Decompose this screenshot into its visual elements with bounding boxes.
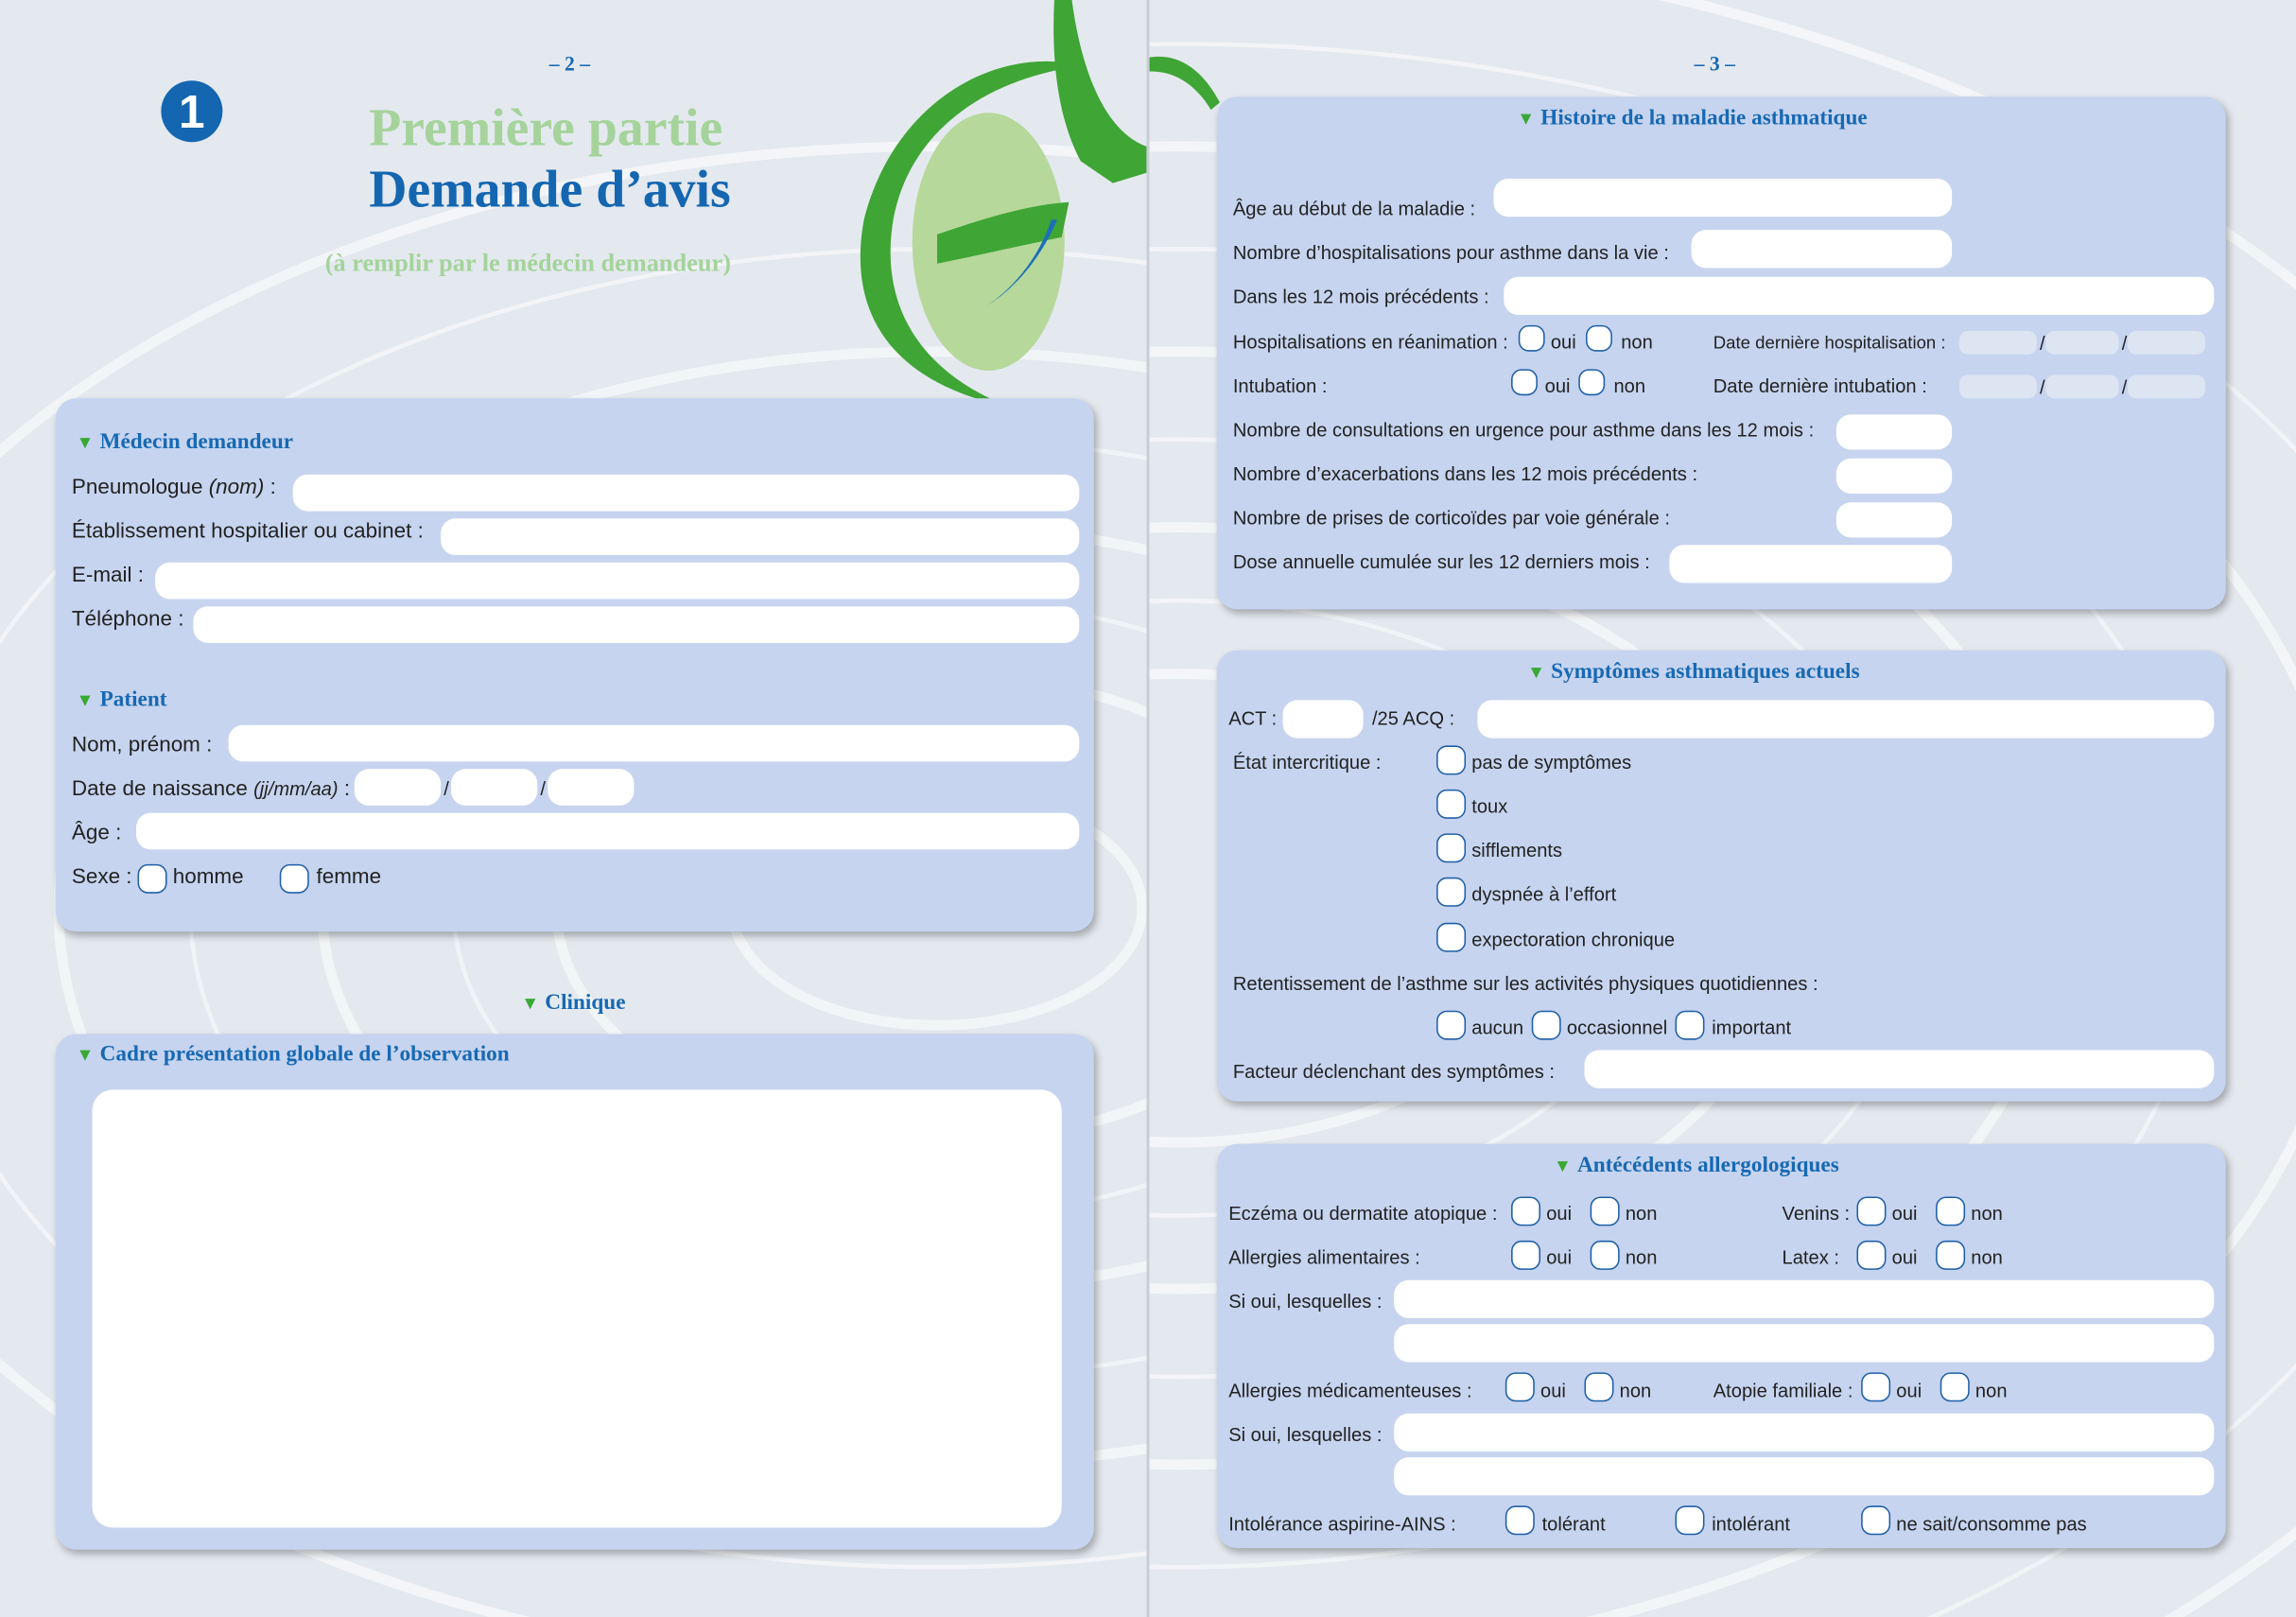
date-separator: / — [2040, 332, 2045, 355]
acq-input[interactable] — [1477, 700, 2214, 738]
expectoration-checkbox[interactable] — [1436, 923, 1466, 952]
sifflements-label: sifflements — [1471, 839, 1563, 861]
patient-heading: ▼ Patient — [76, 687, 167, 712]
date-derniere-intub-label: Date dernière intubation : — [1713, 374, 1927, 397]
part-subtitle-title: Demande d’avis — [369, 159, 731, 218]
cadre-panel — [56, 1035, 1094, 1550]
ne-sait-checkbox[interactable] — [1861, 1505, 1890, 1535]
fill-instruction: (à remplir par le médecin demandeur) — [324, 249, 731, 277]
eczema-non-checkbox[interactable] — [1591, 1196, 1620, 1226]
pneumologue-label: Pneumologue (nom) : — [71, 476, 276, 500]
oui-label: oui — [1546, 1246, 1573, 1269]
retentissement-label: Retentissement de l’asthme sur les activités physiques quotidiennes : — [1232, 972, 1818, 995]
pas-symptomes-label: pas de symptômes — [1471, 751, 1632, 774]
page-number: – 2 – — [548, 54, 591, 77]
medecin-heading: ▼ Médecin demandeur — [76, 430, 294, 455]
intolerant-checkbox[interactable] — [1675, 1505, 1704, 1535]
telephone-input[interactable] — [193, 606, 1079, 643]
allergies-detail-input-2[interactable] — [1394, 1324, 2214, 1362]
dose-annuelle-label: Dose annuelle cumulée sur les 12 derniers mois : — [1232, 550, 1650, 573]
triangle-down-icon: ▼ — [76, 689, 95, 711]
important-label: important — [1712, 1016, 1792, 1039]
clinique-heading: ▼ Clinique — [521, 991, 626, 1016]
tolerant-checkbox[interactable] — [1505, 1505, 1535, 1535]
oui-label: oui — [1550, 331, 1576, 354]
occasionnel-label: occasionnel — [1566, 1016, 1668, 1039]
date-separator: / — [2121, 332, 2128, 355]
observation-textarea[interactable] — [93, 1089, 1062, 1527]
homme-checkbox[interactable] — [138, 864, 167, 894]
hosp-rea-non-checkbox[interactable] — [1586, 325, 1612, 352]
alimentaires-oui-checkbox[interactable] — [1511, 1241, 1540, 1270]
non-label: non — [1619, 1380, 1652, 1402]
non-label: non — [1971, 1202, 2003, 1225]
venins-label: Venins : — [1782, 1202, 1851, 1225]
birth-day-input[interactable] — [355, 769, 441, 806]
aspirine-label: Intolérance aspirine-AINS : — [1228, 1513, 1456, 1536]
hosp-year-input[interactable] — [2128, 331, 2205, 355]
dyspnee-checkbox[interactable] — [1436, 878, 1466, 907]
allergies-detail-input-1[interactable] — [1394, 1280, 2214, 1318]
toux-label: toux — [1471, 795, 1508, 818]
date-separator: / — [540, 777, 547, 800]
etablissement-input[interactable] — [441, 518, 1079, 555]
occasionnel-checkbox[interactable] — [1532, 1011, 1561, 1040]
non-label: non — [1974, 1380, 2008, 1402]
hosp-day-input[interactable] — [1959, 331, 2037, 355]
page-number: – 3 – — [1694, 54, 1735, 77]
venins-oui-checkbox[interactable] — [1856, 1196, 1886, 1226]
medicamenteuses-non-checkbox[interactable] — [1584, 1372, 1613, 1401]
non-label: non — [1625, 1246, 1658, 1269]
date-separator: / — [444, 777, 449, 800]
symptomes-heading: ▼ Symptômes asthmatiques actuels — [1527, 660, 1860, 685]
allergo-heading: ▼ Antécédents allergologiques — [1553, 1154, 1839, 1178]
email-input[interactable] — [155, 563, 1079, 600]
consult-urgence-input[interactable] — [1836, 414, 1952, 449]
hosp-month-input[interactable] — [2045, 331, 2118, 355]
toux-checkbox[interactable] — [1436, 790, 1466, 819]
telephone-label: Téléphone : — [71, 607, 184, 632]
exacerbations-label: Nombre d’exacerbations dans les 12 mois précédents : — [1232, 462, 1698, 485]
oui-label: oui — [1896, 1380, 1922, 1402]
non-label: non — [1613, 374, 1646, 397]
latex-oui-checkbox[interactable] — [1856, 1241, 1886, 1270]
medecin-patient-panel — [56, 398, 1094, 931]
etat-intercritique-label: État intercritique : — [1232, 751, 1382, 774]
triangle-down-icon: ▼ — [76, 1044, 95, 1066]
part-title: Première partie — [369, 97, 723, 157]
si-oui-label: Si oui, lesquelles : — [1228, 1290, 1383, 1313]
histoire-panel — [1217, 96, 2226, 609]
intubation-label: Intubation : — [1232, 374, 1328, 397]
eczema-label: Eczéma ou dermatite atopique : — [1228, 1202, 1498, 1225]
tolerant-label: tolérant — [1541, 1513, 1606, 1536]
medicamenteuses-label: Allergies médicamenteuses : — [1228, 1380, 1472, 1402]
left-page — [0, 0, 1146, 1617]
birth-year-input[interactable] — [548, 769, 634, 806]
email-label: E-mail : — [71, 564, 144, 588]
non-label: non — [1621, 331, 1653, 354]
consult-urgence-label: Nombre de consultations en urgence pour asthme dans les 12 mois : — [1232, 418, 1815, 442]
aucun-checkbox[interactable] — [1436, 1011, 1466, 1040]
expectoration-label: expectoration chronique — [1471, 929, 1676, 951]
etablissement-label: Établissement hospitalier ou cabinet : — [71, 519, 424, 544]
right-page — [1150, 0, 2296, 1617]
oui-label: oui — [1891, 1202, 1918, 1225]
acq-label: /25 ACQ : — [1371, 707, 1455, 730]
dose-annuelle-input[interactable] — [1669, 545, 1952, 582]
date-separator: / — [2040, 376, 2045, 399]
aucun-label: aucun — [1471, 1016, 1524, 1039]
exacerbations-input[interactable] — [1836, 459, 1952, 494]
atopie-oui-checkbox[interactable] — [1861, 1372, 1890, 1401]
oui-label: oui — [1891, 1246, 1918, 1269]
nom-prenom-input[interactable] — [229, 725, 1080, 762]
douze-mois-label: Dans les 12 mois précédents : — [1232, 286, 1489, 308]
date-separator: / — [2121, 376, 2128, 399]
latex-label: Latex : — [1782, 1246, 1839, 1269]
nb-hosp-vie-input[interactable] — [1692, 230, 1953, 268]
pneumologue-input[interactable] — [293, 475, 1080, 512]
symptomes-panel — [1217, 651, 2226, 1102]
alimentaires-non-checkbox[interactable] — [1591, 1241, 1620, 1270]
intub-month-input[interactable] — [2045, 375, 2118, 399]
age-input[interactable] — [136, 813, 1079, 850]
hosp-rea-label: Hospitalisations en réanimation : — [1232, 331, 1508, 354]
triangle-down-icon: ▼ — [521, 993, 540, 1014]
histoire-heading: ▼ Histoire de la maladie asthmatique — [1517, 107, 1868, 130]
douze-mois-input[interactable] — [1504, 277, 2214, 315]
sexe-label: Sexe : — [71, 865, 132, 890]
medicaments-detail-input-2[interactable] — [1394, 1457, 2214, 1495]
triangle-down-icon: ▼ — [76, 431, 95, 453]
facteur-label: Facteur déclenchant des symptômes : — [1232, 1060, 1555, 1083]
act-label: ACT : — [1228, 707, 1278, 730]
femme-checkbox[interactable] — [280, 864, 309, 894]
corticoides-label: Nombre de prises de corticoïdes par voie générale : — [1232, 506, 1670, 530]
oui-label: oui — [1546, 1202, 1573, 1225]
eczema-oui-checkbox[interactable] — [1511, 1196, 1540, 1226]
intubation-non-checkbox[interactable] — [1578, 369, 1605, 395]
medicaments-detail-input-1[interactable] — [1394, 1414, 2214, 1452]
oui-label: oui — [1544, 374, 1571, 397]
femme-label: femme — [316, 865, 382, 890]
oui-label: oui — [1540, 1380, 1566, 1402]
date-derniere-hosp-label: Date dernière hospitalisation : — [1713, 332, 1946, 354]
pas-symptomes-checkbox[interactable] — [1436, 745, 1466, 774]
si-oui-label: Si oui, lesquelles : — [1228, 1423, 1383, 1446]
intub-day-input[interactable] — [1959, 375, 2037, 399]
atopie-non-checkbox[interactable] — [1940, 1372, 1970, 1401]
ne-sait-label: ne sait/consomme pas — [1896, 1513, 2087, 1536]
dyspnee-label: dyspnée à l’effort — [1471, 882, 1617, 906]
date-naissance-label: Date de naissance (jj/mm/aa) : — [71, 777, 351, 802]
birth-month-input[interactable] — [451, 769, 537, 806]
triangle-down-icon: ▼ — [1527, 662, 1545, 683]
intolerant-label: intolérant — [1712, 1513, 1791, 1536]
age-debut-input[interactable] — [1493, 179, 1952, 217]
alimentaires-label: Allergies alimentaires : — [1228, 1246, 1420, 1269]
act-input[interactable] — [1282, 700, 1363, 738]
lungs-logo-icon — [820, 0, 1146, 425]
age-debut-label: Âge au début de la maladie : — [1232, 198, 1476, 220]
allergo-panel — [1217, 1144, 2226, 1548]
hosp-rea-oui-checkbox[interactable] — [1519, 325, 1545, 352]
facteur-input[interactable] — [1584, 1051, 2214, 1088]
triangle-down-icon: ▼ — [1517, 108, 1536, 130]
homme-label: homme — [172, 865, 244, 890]
sifflements-checkbox[interactable] — [1436, 833, 1466, 862]
intub-year-input[interactable] — [2128, 375, 2205, 399]
intubation-oui-checkbox[interactable] — [1511, 369, 1538, 395]
medicamenteuses-oui-checkbox[interactable] — [1505, 1372, 1535, 1401]
latex-non-checkbox[interactable] — [1936, 1241, 1965, 1270]
corticoides-input[interactable] — [1836, 502, 1952, 537]
atopie-label: Atopie familiale : — [1713, 1380, 1853, 1402]
part-number-badge: 1 — [161, 80, 222, 142]
non-label: non — [1971, 1246, 2003, 1269]
venins-non-checkbox[interactable] — [1936, 1196, 1965, 1226]
triangle-down-icon: ▼ — [1553, 1156, 1572, 1176]
nb-hosp-vie-label: Nombre d’hospitalisations pour asthme dans la vie : — [1232, 241, 1669, 264]
age-label: Âge : — [71, 821, 122, 845]
cadre-heading: ▼ Cadre présentation globale de l’observation — [76, 1042, 510, 1067]
non-label: non — [1625, 1202, 1658, 1225]
important-checkbox[interactable] — [1675, 1011, 1704, 1040]
nom-prenom-label: Nom, prénom : — [71, 733, 213, 757]
